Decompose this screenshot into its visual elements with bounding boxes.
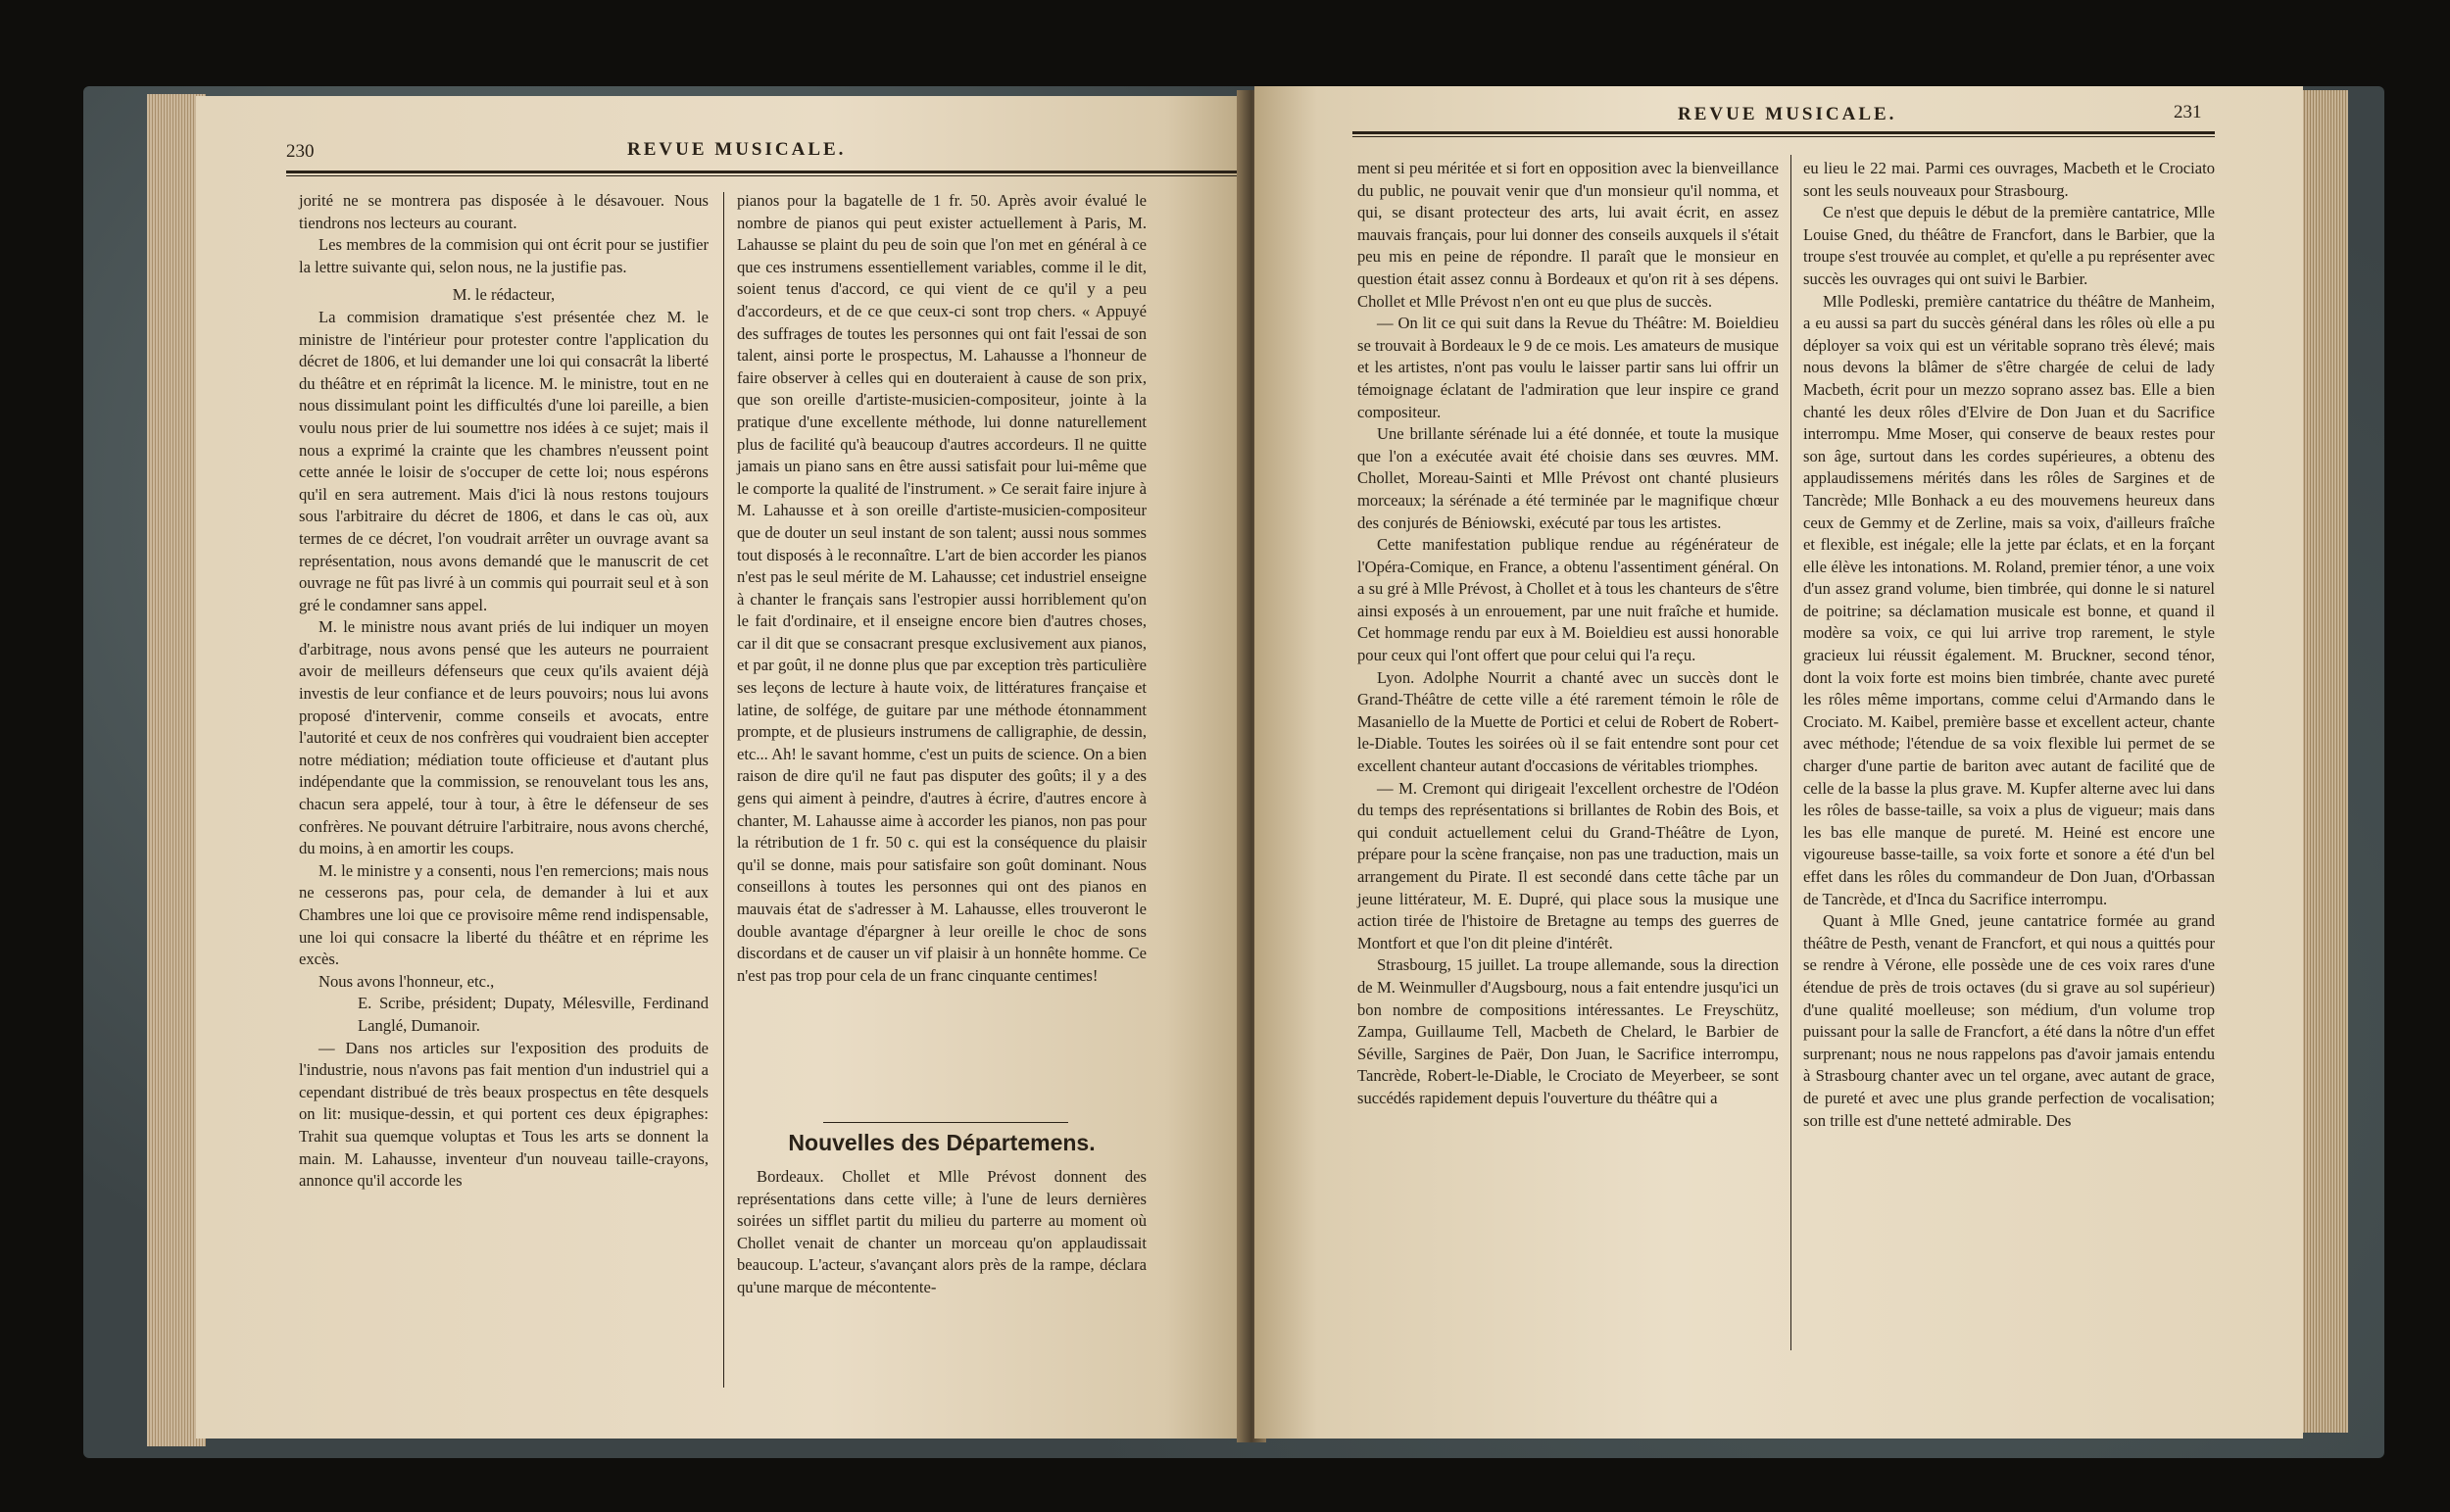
paragraph: Les membres de la commision qui ont écrit pour se justifier la lettre suivante qui, selon nous, ne la justifie pas. [299, 235, 709, 276]
paragraph: Quant à Mlle Gned, jeune cantatrice formée au grand théâtre de Pesth, venant de Francfort, et qui nous a quittés pour se rendre à Vérone, elle possède une de ces voix rares d'une étendue de près de trois octaves (du si grave au sol supérieur) d'une qualité moelleuse; son médium, d'un volume trop puissant pour la salle de Francfort, a été dans la nôtre d'un effet surprenant; nous ne nous rappelons pas d'avoir jamais entendu à Strasbourg chanter avec un tel organe, avec autant de grace, de pureté et avec une plus grande perfection de vocalisation; son trille est d'une netteté admirable. Des [1803, 911, 2215, 1130]
paragraph: — On lit ce qui suit dans la Revue du Théâtre: M. Boieldieu se trouvait à Bordeaux le 9 de ce mois. Les amateurs de musique et les artistes, n'ont pas voulu le laisser partir sans lui offrir un témoignage éclatant de l'admiration que leur inspire ce grand compositeur. [1357, 314, 1779, 421]
paragraph: Une brillante sérénade lui a été donnée, et toute la musique que l'on a exécutée avait été choisie dans ses œuvres. MM. Chollet, Moreau-Sainti et Mlle Prévost ont chanté plusieurs morceaux; la sérénade a été terminée par le magnifique chœur des conjurés de Béniowski, exécuté par tous les artistes. [1357, 424, 1779, 532]
page-number: 230 [286, 141, 315, 162]
paragraph: — Dans nos articles sur l'exposition des produits de l'industrie, nous n'avons pas fait mention d'un industriel qui a cependant distribué de très beaux prospectus en tête desquels on lit: musique-dessin, et qui portent ces deux épigraphes: Trahit sua quemque voluptas et Tous les arts se donnent la main. M. Lahausse, inventeur d'un nouveau taille-crayons, annonce qu'il accorde les [299, 1038, 709, 1191]
header-rule [1352, 131, 2215, 134]
paragraph: M. le ministre nous avant priés de lui indiquer un moyen d'arbitrage, nous avons pensé que les auteurs ne pourraient avoir de meilleurs défenseurs que ceux qu'ils avaient déjà investis de leur confiance et de leurs pouvoirs; nous lui avons proposé d'intervenir, comme conseils et avocats, entre l'autorité et ceux de nos confrères qui voudraient bien accepter notre médiation; médiation toute officieuse et d'autant plus indépendante que la commission, se renouvelant tous les ans, chacun sera appelé, tour à tour, à être le défenseur de ses confrères. Ne pouvant détruire l'arbitraire, nous avons cherché, du moins, à en amortir les coups. [299, 617, 709, 858]
paragraph: Strasbourg, 15 juillet. La troupe allemande, sous la direction de M. Weinmuller d'Augsbourg, nous a fait entendre jusqu'ici un bon nombre de compositions intéressantes. Le Freyschütz, Zampa, Guillaume Tell, Macbeth de Chelard, le Barbier de Séville, Sargines de Paër, Don Juan, le Sacrifice interrompu, Tancrède, Robert-le-Diable, le Crociato de Meyerbeer, se sont succédés rapidement depuis l'ouverture du théâtre qui a [1357, 955, 1779, 1107]
column-rule [1790, 155, 1791, 1350]
left-page [196, 96, 1250, 1439]
column-left [299, 190, 709, 1193]
signature: E. Scribe, président; Dupaty, Mélesville, Ferdinand Langlé, Dumanoir. [358, 994, 709, 1035]
paragraph: M. le ministre y a consenti, nous l'en remercions; mais nous ne cesserons pas, pour cela, de demander à lui et aux Chambres une loi que ce provisoire même rend indispensable, une loi qui consacre la liberté du théâtre et en réprime les excès. [299, 860, 709, 969]
paragraph: jorité ne se montrera pas disposée à le désavouer. Nous tiendrons nos lecteurs au courant. [299, 191, 709, 232]
column-right [737, 190, 1147, 987]
paragraph: Lyon. Adolphe Nourrit a chanté avec un succès dont le Grand-Théâtre de cette ville a été rarement témoin le rôle de Masaniello de la Muette de Portici et celui de Robert de Robert-le-Diable. Toutes les soirées où il se fait entendre sont pour cet excellent chanteur autant d'occasions de véritables triomphes. [1357, 667, 1779, 776]
paragraph: ment si peu méritée et si fort en opposition avec la bienveillance du public, ne pouvait venir que d'un monsieur qu'il nomma, et qui, se disant protecteur des arts, lui avait écrit, en assez mauvais français, pour lui donner des conseils auxquels il s'était peu mis en peine de répondre. Il paraît que le monsieur en question était assez connu à Bordeaux et qu'on rit à ses dépens. Chollet et Mlle Prévost n'en ont eu que plus de succès. [1357, 159, 1779, 311]
column-rule [723, 192, 724, 1388]
paragraph: pianos pour la bagatelle de 1 fr. 50. Après avoir évalué le nombre de pianos qui peut exister actuellement à Paris, M. Lahausse se plaint du peu de soin que l'on met en général à ce que ces instrumens essentiellement variables, comme il le dit, soient tenus d'accord, ce qui vient de ce qu'il y a peu d'accordeurs, et de ce que ceux-ci sont trop chers. « Appuyé des suffrages de toutes les personnes qui ont fait l'essai de son talent, ainsi porte le prospectus, M. Lahausse a l'honneur de faire observer à celles qui en douteraient à cause de son prix, que son oreille d'artiste-musicien-compositeur, jointe à la pratique d'une excellente méthode, lui donne naturellement plus de facilité qu'à beaucoup d'autres accordeurs. Il ne quitte jamais un piano sans en être aussi satisfait pour lui-même que le comporte la qualité de l'instrument. » Ce serait faire injure à M. Lahausse et à son oreille d'artiste-musicien-compositeur que de douter un seul instant de son talent; aussi nous sommes tout disposés à le reconnaître. L'art de bien accorder les pianos n'est pas le seul mérite de M. Lahausse; cet industriel enseigne à chanter le français sans l'estropier aussi horriblement qu'on le fait d'ordinaire, et il enseigne encore bien d'autres choses, car il dit que se consacrant presque exclusivement aux pianos, et par goût, il ne donne plus que par exception très particulière ses leçons de lecture à haute voix, de littératures française et latine, de solfége, de guitare par une méthode étonnamment prompte, et de plusieurs instrumens de calligraphie, de dessin, etc... Ah! le savant homme, c'est un puits de science. On a bien raison de dire qu'il ne faut pas disputer des goûts; il y a des gens qui aiment à peindre, d'autres à écrire, d'autres encore à chanter, M. Lahausse aime à accorder les pianos, non pas pour la rétribution de 1 fr. 50 c. qui est la conséquence du plaisir qu'il se donne, mais pour satisfaire son goût dominant. Nous conseillons à toutes les personnes qui ont des pianos en mauvais état de s'adresser à M. Lahausse, elles trouveront le double avantage d'épargner à leur oreille le choc de sons discordans et de causer un vif plaisir à un honnête homme. Ce n'est pas trop pour cela de un franc cinquante centimes! [737, 191, 1147, 985]
paragraph: eu lieu le 22 mai. Parmi ces ouvrages, Macbeth et le Crociato sont les seuls nouveaux pour Strasbourg. [1803, 159, 2215, 200]
column-right [1803, 158, 2215, 1132]
running-head: REVUE MUSICALE. [1678, 104, 1897, 124]
column-left [1357, 158, 1779, 1110]
section-rule [823, 1122, 1068, 1123]
paragraph: Ce n'est que depuis le début de la première cantatrice, Mlle Louise Gned, du théâtre de Francfort, dans le Barbier, que la troupe s'est trouvée au complet, et qu'elle a pu représenter avec succès les ouvrages qui ont suivi le Barbier. [1803, 203, 2215, 288]
header-rule-thin [286, 175, 1249, 176]
running-head: REVUE MUSICALE. [627, 139, 847, 160]
paragraph: Bordeaux. Chollet et Mlle Prévost donnent des représentations dans cette ville; à l'une de leurs dernières soirées un sifflet partit du milieu du parterre au moment où Chollet venait de chanter un morceau qu'on applaudissait beaucoup. L'acteur, s'avançant alors près de la rampe, déclara qu'une marque de mécontente- [737, 1167, 1147, 1296]
salutation: M. le rédacteur, [452, 285, 556, 305]
column-right-continued [737, 1166, 1147, 1299]
paragraph: La commision dramatique s'est présentée chez M. le ministre de l'intérieur pour protester contre l'application du décret de 1806, et lui demander une loi qui consacrât la liberté du théâtre et en réprimât la licence. M. le ministre, tout en ne nous dissimulant point les difficultés d'une loi pareille, a bien voulu nous prier de lui soumettre nos idées à ce sujet; mais il nous a exprimé la crainte que les chambres n'eussent point cette année le loisir de s'occuper de cette loi; nous espérons qu'il en sera autrement. Mais d'ici là nous restons toujours sous l'arbitraire du décret de 1806, et dans le cas où, aux termes de ce décret, l'on voudrait arrêter un ouvrage avant sa représentation, nous avons demandé que le manuscrit de cet ouvrage ne fût pas livré à un commis qui pourrait seul et à son gré le condamner sans appel. [299, 307, 709, 614]
header-rule [286, 171, 1249, 173]
header-rule-thin [1352, 136, 2215, 137]
right-page [1254, 86, 2303, 1439]
section-title: Nouvelles des Départemens. [788, 1130, 1096, 1155]
paragraph: Nous avons l'honneur, etc., [318, 971, 495, 991]
paragraph: — M. Cremont qui dirigeait l'excellent orchestre de l'Odéon du temps des représentations si brillantes de Robin des Bois, et qui conduit actuellement celui du Grand-Théâtre de Lyon, prépare pour la scène française, non pas une traduction, mais un arrangement du Pirate. Il est secondé dans cette tâche par un jeune littérateur, M. E. Dupré, qui place sous la musique une action tirée de l'histoire de Bretagne au temps des guerres de Montfort et que l'on dit pleine d'intérêt. [1357, 778, 1779, 952]
paragraph: Cette manifestation publique rendue au régénérateur de l'Opéra-Comique, en France, a obtenu l'assentiment général. On a su gré à Mlle Prévost, à Chollet et à tous les chanteurs de s'être ainsi exposés à un enrouement, par une nuit fraîche et humide. Cet hommage rendu par eux à M. Boieldieu est aussi honorable pour ceux qui l'ont offert que pour celui qui l'a reçu. [1357, 535, 1779, 665]
page-number: 231 [2174, 102, 2202, 122]
paragraph: Mlle Podleski, première cantatrice du théâtre de Manheim, a eu aussi sa part du succès général dans les rôles où elle a pu déployer sa voix qui est un véritable soprano très élevé; mais nous devons la blâmer de s'être chargée de celui de lady Macbeth, écrit pour un mezzo soprano assez bas. Elle a bien chanté les deux rôles d'Elvire de Don Juan et du Sacrifice interrompu. Mme Moser, qui conserve de beaux restes pour son âge, surtout dans les cordes supérieures, a obtenu des applaudissemens mérités dans les rôles de Sargines et de Tancrède; Mlle Bonhack a eu des mouvemens heureux dans ceux de Gemmy et de Zerline, mais sa voix, d'ailleurs fraîche et flexible, est inégale; elle la jette par éclats, et en la forçant elle élève les intonations. M. Roland, premier ténor, a une voix d'un assez grand volume, bien timbrée, qui donne le si naturel de poitrine; sa déclamation musicale est bonne, et quand il modère sa voix, ce qui lui arrive trop rarement, le style gracieux lui réussit également. M. Bruckner, second ténor, dont la voix forte est moins bien timbrée, chante avec pureté les rôles même importans, comme celui d'Armando dans le Crociato. M. Kaibel, première basse et excellent acteur, chante avec méthode; l'étendue de sa voix flexible lui permet de se charger d'une partie de bariton avec autant de facilité que de celle de la basse la plus grave. M. Kupfer alterne avec lui dans les rôles de basse-taille, sa voix a plus de vigueur; mais dans les bas elle manque de pureté. M. Heiné est encore une vigoureuse basse-taille, sa voix forte et sonore a été d'un bel effet dans les rôles du commandeur de Don Juan, d'Orbassan de Tancrède, et d'Inca du Sacrifice interrompu. [1803, 291, 2215, 908]
